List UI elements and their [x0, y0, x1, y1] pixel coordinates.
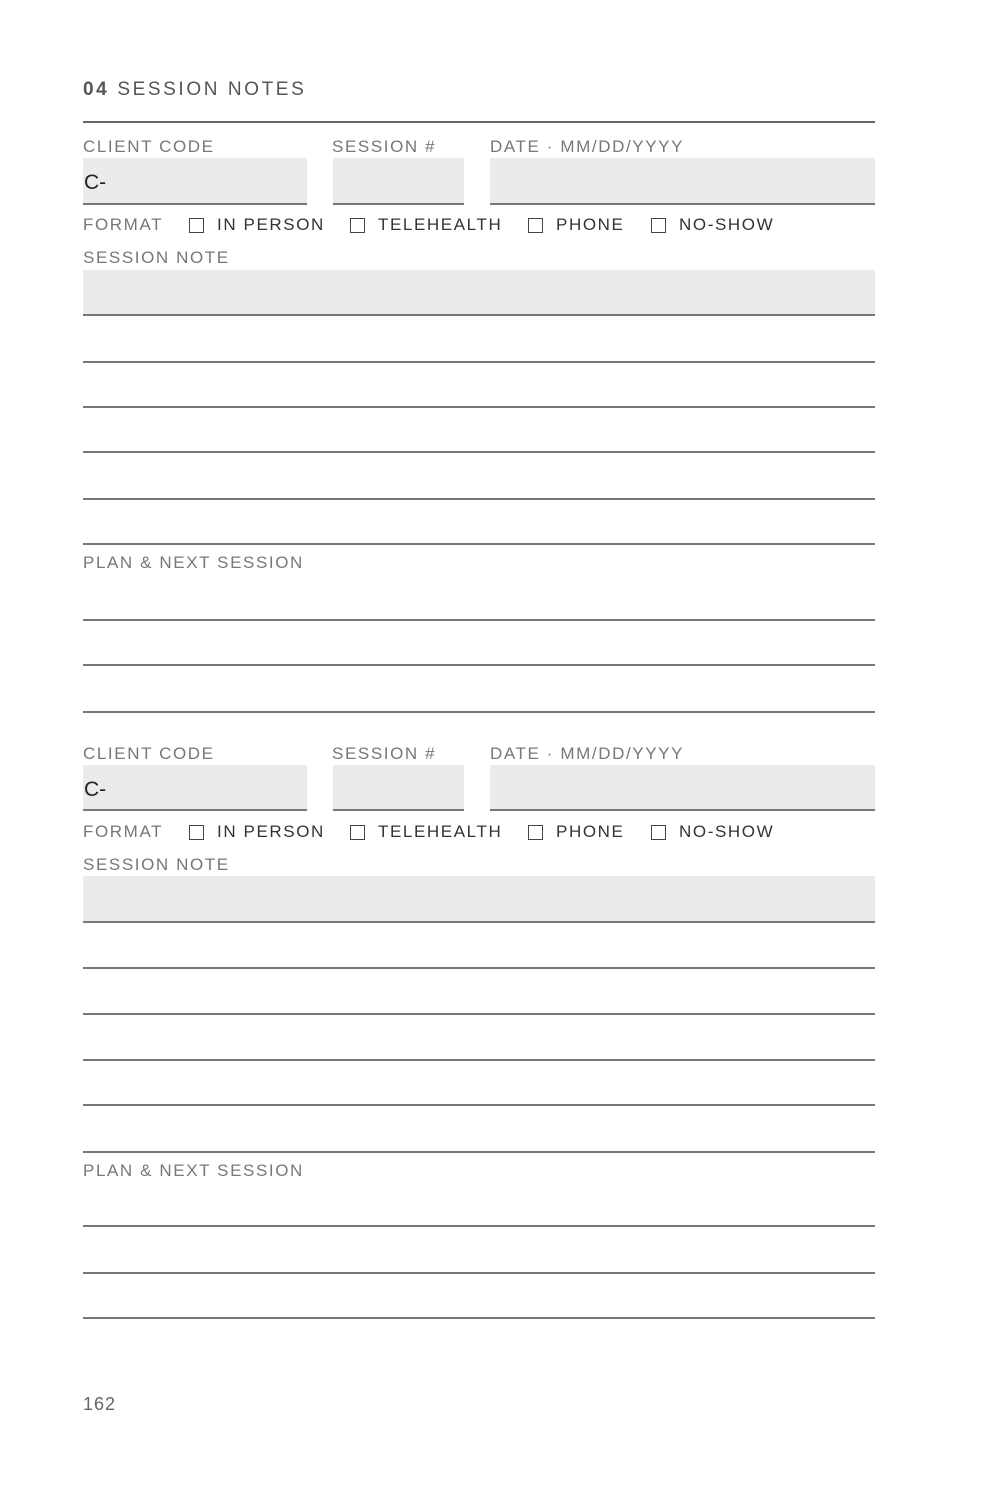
- section-number: 04: [83, 79, 110, 100]
- client-code-field[interactable]: [83, 765, 307, 811]
- session-number-field[interactable]: [333, 158, 464, 205]
- session-note-field[interactable]: [83, 270, 875, 316]
- format-label: FORMAT: [83, 822, 164, 841]
- date-label: DATE · MM/DD/YYYY: [490, 137, 685, 156]
- telehealth-checkbox[interactable]: [350, 218, 365, 233]
- in-person-checkbox[interactable]: [189, 218, 204, 233]
- client-code-value: C-: [84, 171, 107, 194]
- writing-line: [83, 967, 875, 969]
- writing-line: [83, 1272, 875, 1274]
- writing-line: [83, 498, 875, 500]
- telehealth-option: TELEHEALTH: [378, 215, 503, 234]
- writing-line: [83, 664, 875, 666]
- format-label: FORMAT: [83, 215, 164, 234]
- phone-checkbox[interactable]: [528, 825, 543, 840]
- page-header: [83, 79, 306, 101]
- writing-line: [83, 361, 875, 363]
- in-person-option: IN PERSON: [217, 215, 325, 234]
- in-person-checkbox[interactable]: [189, 825, 204, 840]
- session-number-field[interactable]: [333, 765, 464, 811]
- session-note-label: SESSION NOTE: [83, 855, 230, 874]
- session-number-label: SESSION #: [332, 744, 437, 763]
- writing-line: [83, 543, 875, 545]
- date-field[interactable]: [490, 158, 875, 205]
- header-rule: [83, 121, 875, 123]
- phone-option: PHONE: [556, 215, 625, 234]
- plan-next-session-label: PLAN & NEXT SESSION: [83, 1161, 304, 1180]
- phone-option: PHONE: [556, 822, 625, 841]
- client-code-field[interactable]: [83, 158, 307, 205]
- no-show-checkbox[interactable]: [651, 825, 666, 840]
- date-label: DATE · MM/DD/YYYY: [490, 744, 685, 763]
- client-code-label: CLIENT CODE: [83, 137, 215, 156]
- writing-line: [83, 1013, 875, 1015]
- telehealth-option: TELEHEALTH: [378, 822, 503, 841]
- writing-line: [83, 1059, 875, 1061]
- writing-line: [83, 406, 875, 408]
- client-code-label: CLIENT CODE: [83, 744, 215, 763]
- no-show-option: NO-SHOW: [679, 215, 775, 234]
- no-show-checkbox[interactable]: [651, 218, 666, 233]
- section-title: SESSION NOTES: [117, 79, 307, 100]
- writing-line: [83, 1317, 875, 1319]
- client-code-value: C-: [84, 778, 107, 801]
- session-number-label: SESSION #: [332, 137, 437, 156]
- phone-checkbox[interactable]: [528, 218, 543, 233]
- telehealth-checkbox[interactable]: [350, 825, 365, 840]
- writing-line: [83, 1151, 875, 1153]
- page-number: 162: [83, 1394, 117, 1414]
- writing-line: [83, 451, 875, 453]
- writing-line: [83, 1104, 875, 1106]
- in-person-option: IN PERSON: [217, 822, 325, 841]
- date-field[interactable]: [490, 765, 875, 811]
- plan-next-session-label: PLAN & NEXT SESSION: [83, 553, 304, 572]
- no-show-option: NO-SHOW: [679, 822, 775, 841]
- writing-line: [83, 619, 875, 621]
- writing-line: [83, 711, 875, 713]
- session-note-label: SESSION NOTE: [83, 248, 230, 267]
- session-note-field[interactable]: [83, 876, 875, 923]
- writing-line: [83, 1225, 875, 1227]
